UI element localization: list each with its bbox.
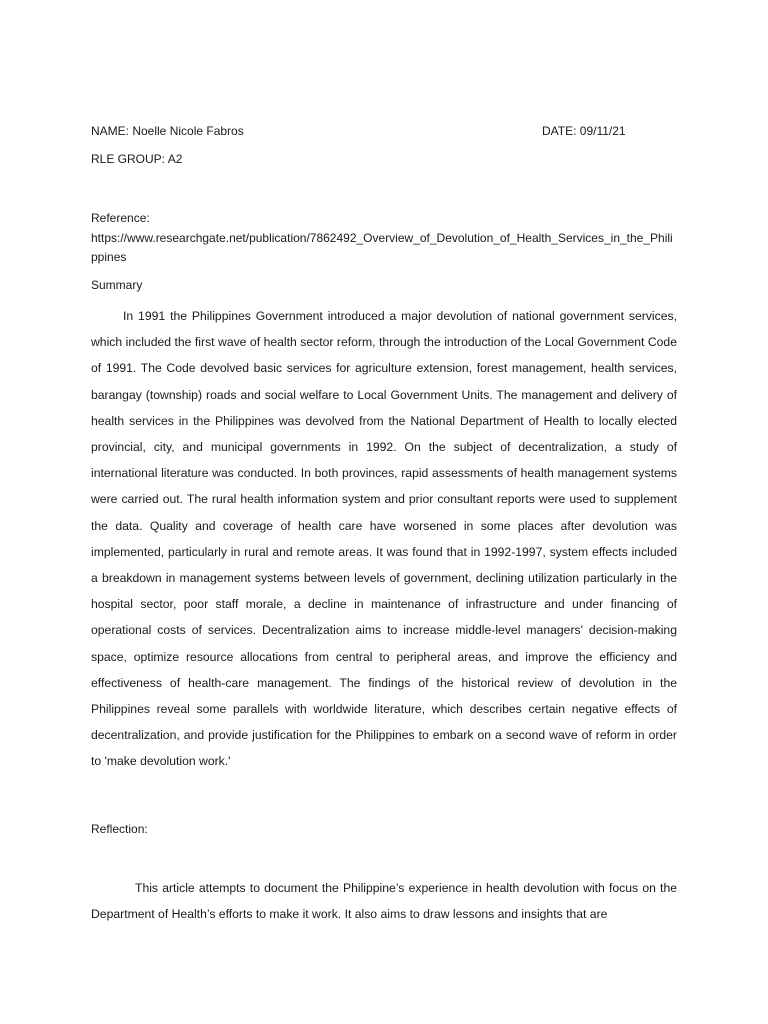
summary-heading: Summary xyxy=(91,278,143,292)
rle-group: RLE GROUP: A2 xyxy=(91,152,183,166)
reflection-heading: Reflection: xyxy=(91,822,148,836)
student-name: NAME: Noelle Nicole Fabros xyxy=(91,124,244,138)
reference-url: https://www.researchgate.net/publication/7862492_Overview_of_Devolution_of_Health_Services_in_the_Philippines xyxy=(91,231,673,264)
reference-label: Reference: xyxy=(91,211,150,225)
reflection-paragraph: This article attempts to document the Philippine’s experience in health devolution with focus on the Department of Health’s efforts to make it work. It also aims to draw lessons and insights that are xyxy=(91,881,677,922)
summary-paragraph: In 1991 the Philippines Government introduced a major devolution of national government services, which included the first wave of health sector reform, through the introduction of the Local Government Code of 1991. The Code devolved basic services for agriculture extension, forest management, health services, barangay (township) roads and social welfare to Local Government Units. The management and delivery of health services in the Philippines was devolved from the National Department of Health to locally elected provincial, city, and municipal governments in 1992. On the subject of decentralization, a study of international literature was conducted. In both provinces, rapid assessments of health management systems were carried out. The rural health information system and prior consultant reports were used to supplement the data. Quality and coverage of health care have worsened in some places after devolution was implemented, particularly in rural and remote areas. It was found that in 1992-1997, system effects included a breakdown in management systems between levels of government, declining utilization particularly in the hospital sector, poor staff morale, a decline in maintenance of infrastructure and under financing of operational costs of services. Decentralization aims to increase middle-level managers' decision-making space, optimize resource allocations from central to peripheral areas, and improve the efficiency and effectiveness of health-care management. The findings of the historical review of devolution in the Philippines reveal some parallels with worldwide literature, which describes certain negative effects of decentralization, and provide justification for the Philippines to embark on a second wave of reform in order to 'make devolution work.' xyxy=(91,309,677,769)
submission-date: DATE: 09/11/21 xyxy=(542,124,626,138)
